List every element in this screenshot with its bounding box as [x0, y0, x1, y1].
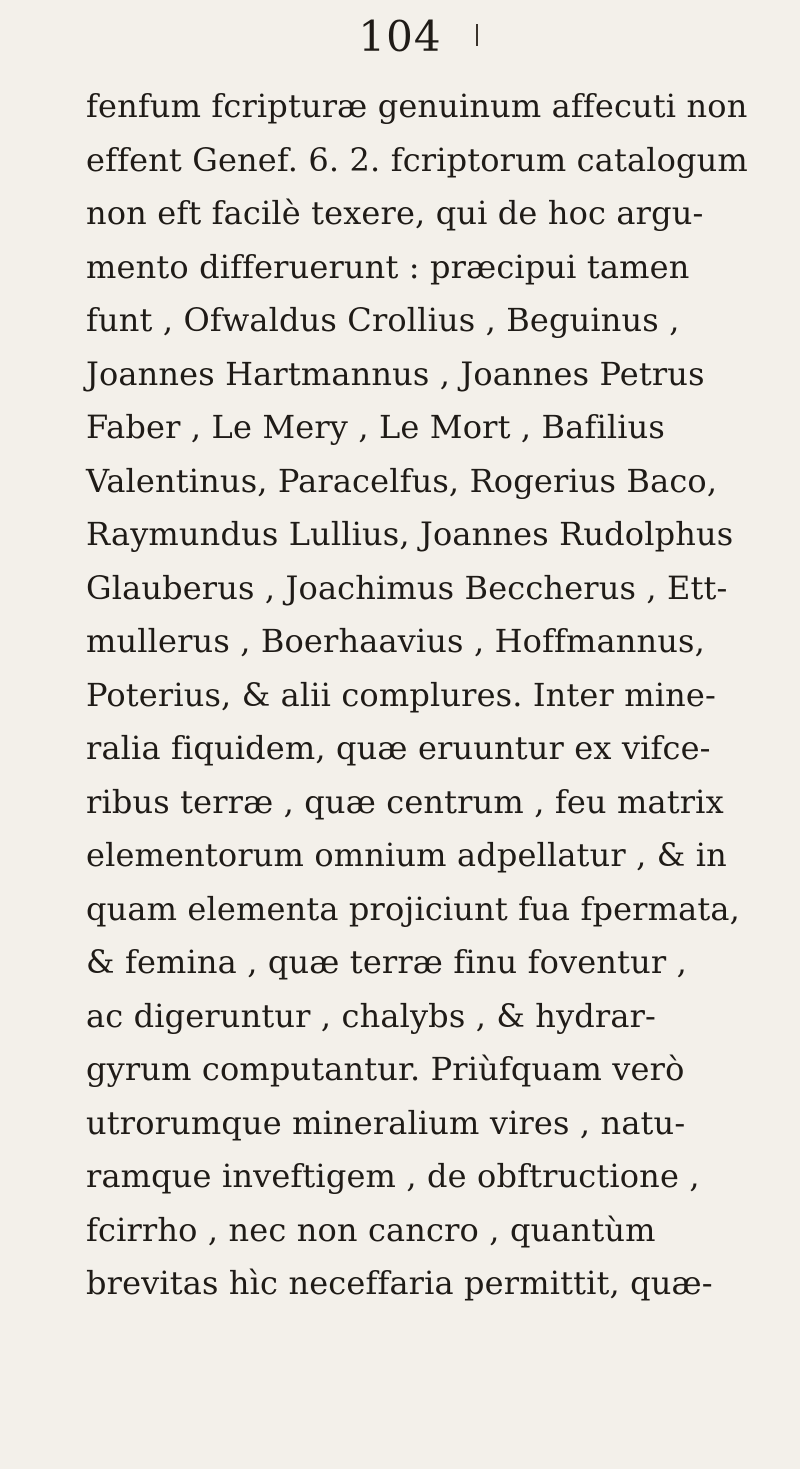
text-line-13: ralia fiquidem, quæ eruuntur ex vifce-	[86, 729, 711, 767]
text-line-11: mullerus , Boerhaavius , Hoffmannus,	[86, 622, 705, 660]
text-line-4: mento differuerunt : præcipui tamen	[86, 247, 690, 286]
text-line-17: & femina , quæ terræ finu foventur ,	[86, 943, 687, 981]
text-line-20: utrorumque mineralium vires , natu-	[86, 1103, 686, 1142]
page-number: 104	[358, 12, 442, 61]
text-line-7: Faber , Le Mery , Le Mort , Bafilius	[86, 408, 665, 446]
text-line-23: brevitas hìc neceffaria permittit, quæ-	[86, 1264, 713, 1302]
text-line-16: quam elementa projiciunt fua fpermata,	[86, 889, 740, 928]
text-line-12: Poterius, & alii complures. Inter mine-	[86, 675, 716, 714]
text-line-5: funt , Ofwaldus Crollius , Beguinus ,	[86, 301, 680, 339]
text-line-22: fcirrho , nec non cancro , quantùm	[86, 1210, 656, 1249]
text-line-15: elementorum omnium adpellatur , & in	[86, 836, 727, 874]
text-line-9: Raymundus Lullius, Joannes Rudolphus	[86, 515, 734, 553]
text-line-1: fenfum fcripturæ genuinum affecuti non	[86, 87, 748, 125]
text-line-8: Valentinus, Paracelfus, Rogerius Baco,	[86, 461, 718, 500]
text-line-14: ribus terræ , quæ centrum , feu matrix	[86, 782, 724, 821]
text-line-3: non eft facilè texere, qui de hoc argu-	[86, 194, 704, 232]
body-text	[86, 80, 792, 1311]
text-line-18: ac digeruntur , chalybs , & hydrar-	[86, 996, 657, 1035]
text-line-2: effent Genef. 6. 2. fcriptorum catalogum	[86, 140, 748, 179]
text-line-6: Joannes Hartmannus , Joannes Petrus	[86, 354, 705, 393]
text-line-19: gyrum computantur. Priùfquam verò	[86, 1050, 685, 1088]
text-line-10: Glauberus , Joachimus Beccherus , Ett-	[86, 568, 728, 607]
text-line-21: ramque inveftigem , de obftructione ,	[86, 1157, 700, 1195]
